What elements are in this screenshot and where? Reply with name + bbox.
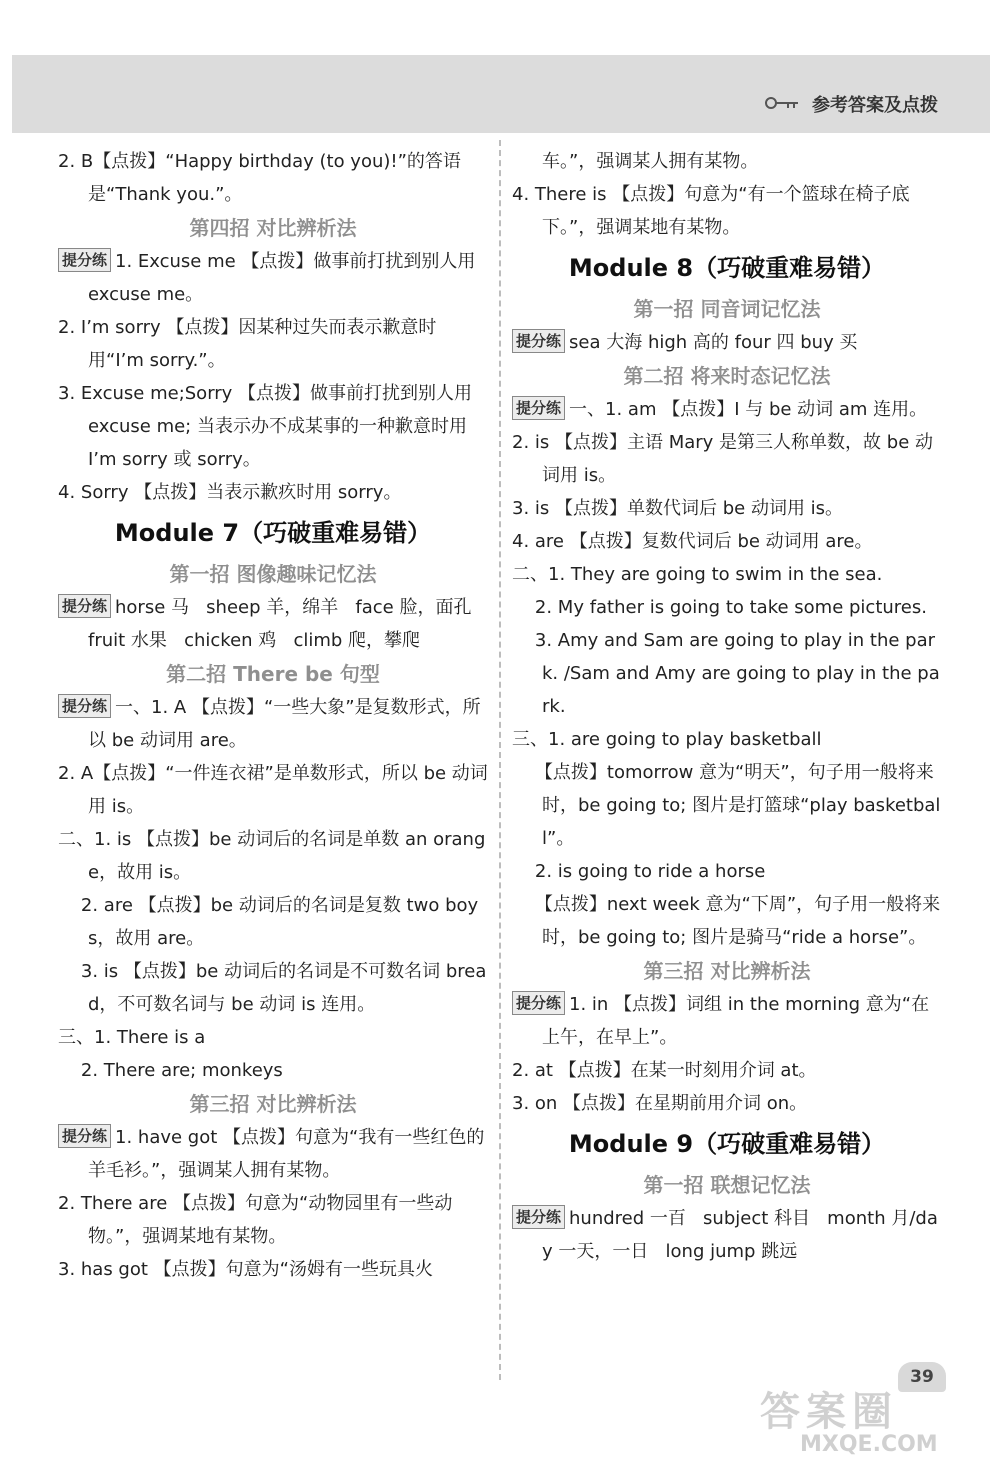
header-title: 参考答案及点拨 [812,95,938,116]
section-title: 第三招 对比辨析法 [643,959,811,983]
answer-line: 2. are 【点拨】be 动词后的名词是复数 two boys，故用 are。 [58,895,479,949]
practice-line [58,591,488,657]
answer-line: 3. Amy and Sam are going to play in the park. /Sam and Amy are going to play in the park. [512,630,940,717]
practice-badge: 提分练 [512,329,565,353]
module-title: Module 7（巧破重难易错） [114,519,432,547]
answer-line: 二、1. They are going to swim in the sea. [512,564,883,585]
section-title: 第一招 图像趣味记忆法 [169,562,377,586]
answer-line: 2. B【点拨】“Happy birthday (to you)!”的答语是“Thank you.”。 [58,151,461,205]
answer-line: 3. is 【点拨】be 动词后的名词是不可数名词 bread，不可数名词与 be 动词 is 连用。 [58,961,487,1015]
answer-line: 3. is 【点拨】单数代词后 be 动词用 is。 [512,498,844,519]
page-number: 39 [898,1362,946,1392]
practice-badge: 提分练 [58,694,111,718]
practice-badge: 提分练 [58,594,111,618]
practice-line [58,691,488,757]
answer-line: 【点拨】tomorrow 意为“明天”，句子用一般将来时，be going to; 图片是打篮球“play basketball”。 [512,762,941,849]
answer-text: hundred 一百 subject 科目 month 月/day 一天，一日 long jump 跳远 [542,1208,938,1262]
practice-line [512,393,942,426]
answer-text: 一、1. am 【点拨】I 与 be 动词 am 连用。 [569,399,928,420]
practice-line [512,988,942,1054]
answer-line: 2. at 【点拨】在某一时刻用介词 at。 [512,1060,817,1081]
practice-badge: 提分练 [512,991,565,1015]
page-header [12,55,990,133]
watermark-logo: 答案圈 [760,1389,898,1435]
practice-badge: 提分练 [58,1124,111,1148]
answer-line: 3. on 【点拨】在星期前用介词 on。 [512,1093,808,1114]
left-column [58,145,488,1286]
watermark-url: MXQE.COM [800,1432,938,1457]
answer-line: 2. I’m sorry 【点拨】因某种过失而表示歉意时用“I’m sorry.”。 [58,317,437,371]
section-title: 第二招 There be 句型 [166,662,380,686]
answer-line: 4. are 【点拨】复数代词后 be 动词用 are。 [512,531,873,552]
practice-line [58,245,488,311]
answer-text: 1. in 【点拨】词组 in the morning 意为“在上午，在早上”。 [542,994,930,1048]
answer-line: 2. There are; monkeys [58,1060,283,1081]
answer-line: 2. There are 【点拨】句意为“动物园里有一些动物。”，强调某地有某物。 [58,1193,453,1247]
section-title: 第一招 同音词记忆法 [633,297,821,321]
module-title: Module 9（巧破重难易错） [568,1130,886,1158]
answer-line: 【点拨】next week 意为“下周”，句子用一般将来时，be going to; 图片是骑马“ride a horse”。 [512,894,941,948]
answer-line: 4. Sorry 【点拨】当表示歉疚时用 sorry。 [58,482,402,503]
answer-line: 3. has got 【点拨】句意为“汤姆有一些玩具火 [58,1259,433,1280]
key-icon [764,95,800,111]
answer-text: 1. have got 【点拨】句意为“我有一些红色的羊毛衫。”，强调某人拥有某物。 [88,1127,485,1181]
practice-badge: 提分练 [58,248,111,272]
section-title: 第三招 对比辨析法 [189,1092,357,1116]
answer-line: 3. Excuse me;Sorry 【点拨】做事前打扰到别人用 excuse me; 当表示办不成某事的一种歉意时用 I’m sorry 或 sorry。 [58,383,478,470]
section-title: 第一招 联想记忆法 [643,1173,811,1197]
answer-line: 三、1. are going to play basketball [512,729,822,750]
answer-text: horse 马 sheep 羊，绵羊 face 脸，面孔 fruit 水果 chicken 鸡 climb 爬，攀爬 [88,597,483,651]
answer-line: 2. is 【点拨】主语 Mary 是第三人称单数，故 be 动词用 is。 [512,432,933,486]
answer-text: 一、1. A 【点拨】“一些大象”是复数形式，所以 be 动词用 are。 [88,697,481,751]
answer-text: sea 大海 high 高的 four 四 buy 买 [569,332,858,353]
answer-line: 二、1. is 【点拨】be 动词后的名词是单数 an orange，故用 is。 [58,829,486,883]
practice-line [512,1202,942,1268]
practice-line [512,326,942,359]
answer-line: 车。”，强调某人拥有某物。 [542,151,759,172]
answer-line: 2. is going to ride a horse [512,861,766,882]
practice-line [58,1121,488,1187]
answer-line: 2. My father is going to take some pictures. [512,597,927,618]
answer-line: 三、1. There is a [58,1027,206,1048]
answer-text: 1. Excuse me 【点拨】做事前打扰到别人用 excuse me。 [88,251,482,305]
practice-badge: 提分练 [512,396,565,420]
answer-line: 2. A【点拨】“一件连衣裙”是单数形式，所以 be 动词用 is。 [58,763,488,817]
answer-line: 4. There is 【点拨】句意为“有一个篮球在椅子底下。”，强调某地有某物。 [512,184,910,238]
section-title: 第四招 对比辨析法 [189,216,357,240]
practice-badge: 提分练 [512,1205,565,1229]
right-column [512,145,942,1268]
column-divider [499,140,501,1380]
module-title: Module 8（巧破重难易错） [568,254,886,282]
section-title: 第二招 将来时态记忆法 [623,364,831,388]
